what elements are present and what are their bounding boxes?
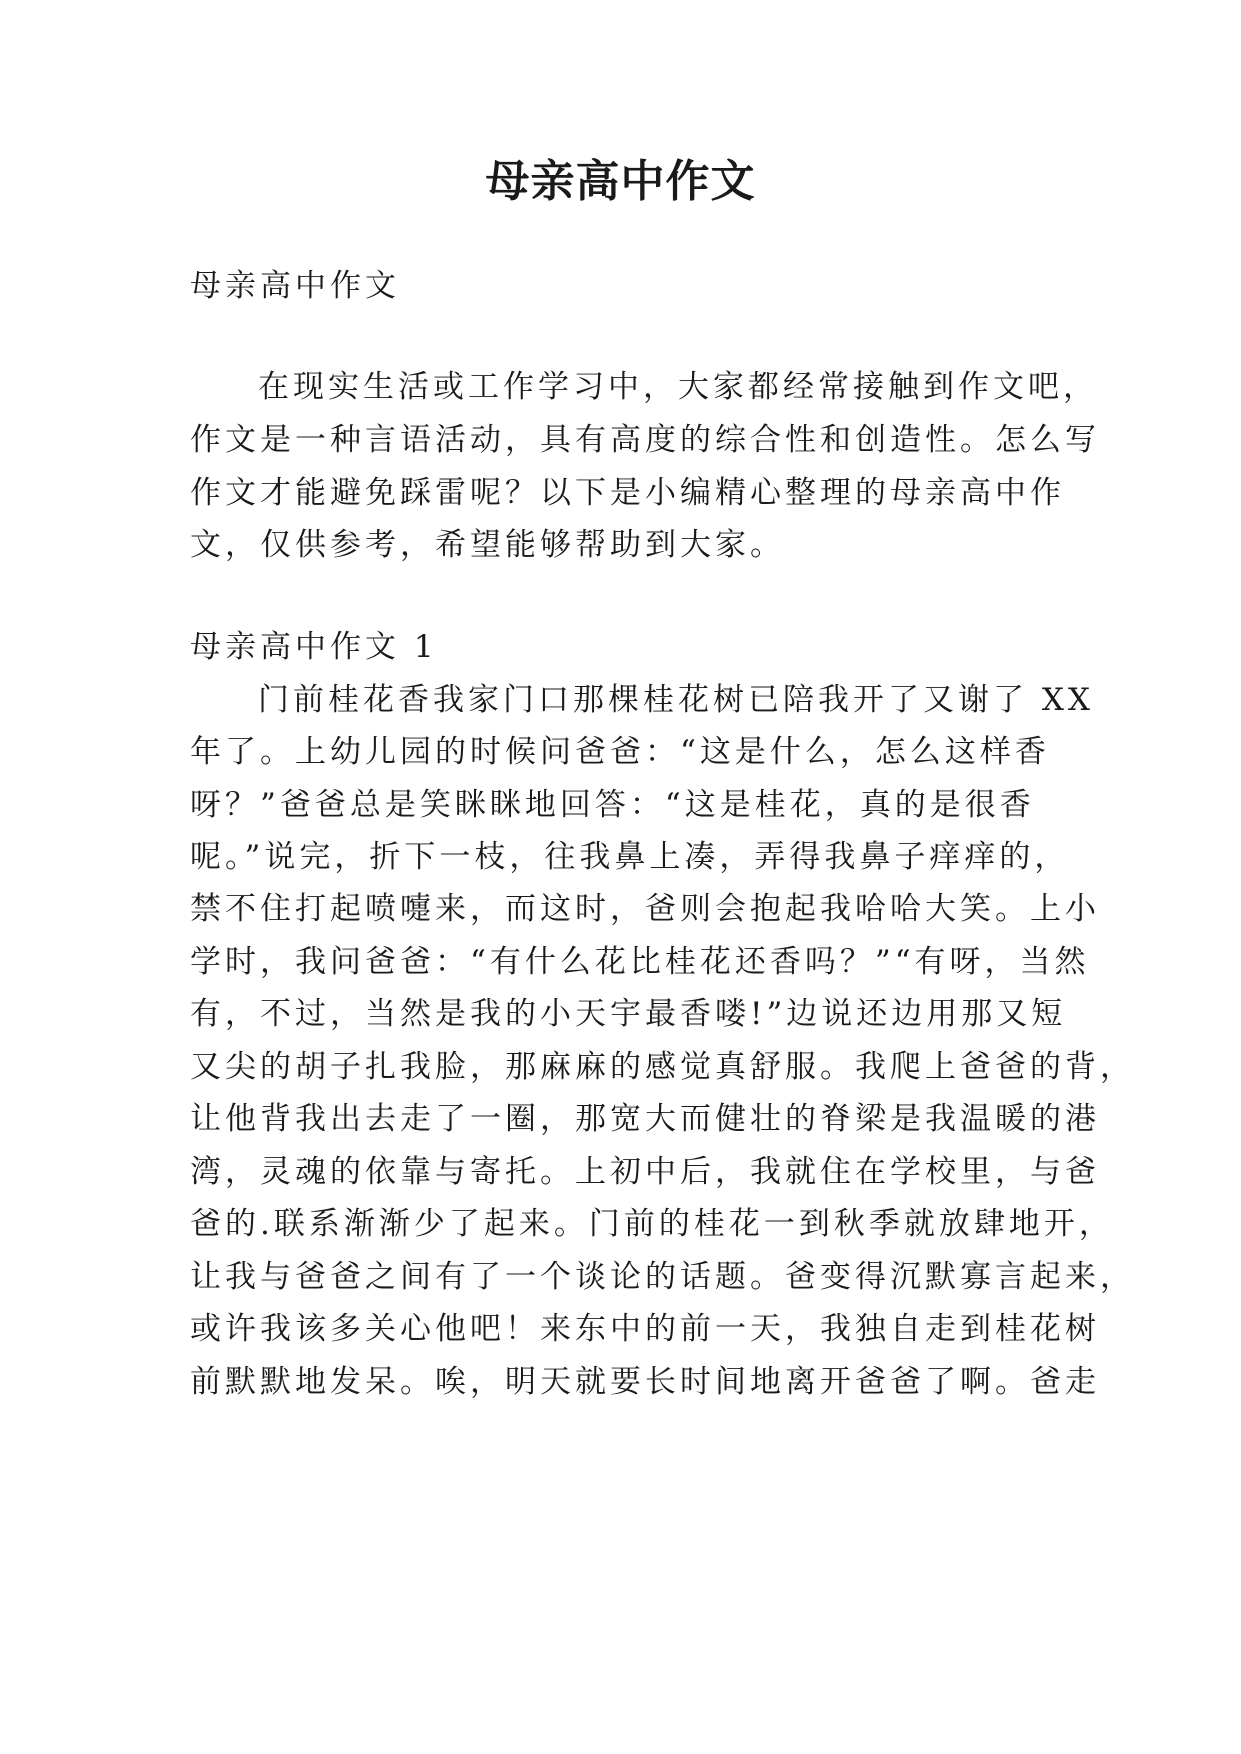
body-line: 爸的.联系渐渐少了起来。门前的桂花一到秋季就放肆地开，	[190, 1206, 1114, 1242]
intro-line: 文，仅供参考，希望能够帮助到大家。	[190, 527, 785, 563]
body-line: 呢。”说完，折下一枝，往我鼻上凑，弄得我鼻子痒痒的，	[190, 839, 1070, 875]
body-line: 呀？”爸爸总是笑眯眯地回答：“这是桂花，真的是很香	[190, 787, 1035, 823]
body-line: 前默默地发呆。唉，明天就要长时间地离开爸爸了啊。爸走	[190, 1364, 1100, 1400]
body-line: 门前桂花香我家门口那棵桂花树已陪我开了又谢了 XX	[258, 682, 1094, 718]
intro-line: 作文才能避免踩雷呢？以下是小编精心整理的母亲高中作	[190, 475, 1065, 511]
body-line: 让他背我出去走了一圈，那宽大而健壮的脊梁是我温暖的港	[190, 1101, 1100, 1137]
intro-line: 在现实生活或工作学习中，大家都经常接触到作文吧，	[258, 369, 1098, 405]
body-line: 学时，我问爸爸：“有什么花比桂花还香吗？”“有呀，当然	[190, 944, 1090, 980]
body-line: 让我与爸爸之间有了一个谈论的话题。爸变得沉默寡言起来，	[190, 1259, 1135, 1295]
body-line: 禁不住打起喷嚏来，而这时，爸则会抱起我哈哈大笑。上小	[190, 891, 1100, 927]
body-line: 或许我该多关心他吧！来东中的前一天，我独自走到桂花树	[190, 1311, 1100, 1347]
intro-line: 作文是一种言语活动，具有高度的综合性和创造性。怎么写	[190, 422, 1100, 458]
body-line: 有，不过，当然是我的小天宇最香喽!”边说还边用那又短	[190, 996, 1067, 1032]
body-line: 湾，灵魂的依靠与寄托。上初中后，我就住在学校里，与爸	[190, 1154, 1100, 1190]
section-heading: 母亲高中作文 1	[190, 629, 438, 665]
body-line: 又尖的胡子扎我脸，那麻麻的感觉真舒服。我爬上爸爸的背，	[190, 1049, 1135, 1085]
document-subtitle: 母亲高中作文	[190, 268, 400, 304]
document-title: 母亲高中作文	[485, 156, 756, 207]
body-line: 年了。上幼儿园的时候问爸爸：“这是什么，怎么这样香	[190, 734, 1050, 770]
